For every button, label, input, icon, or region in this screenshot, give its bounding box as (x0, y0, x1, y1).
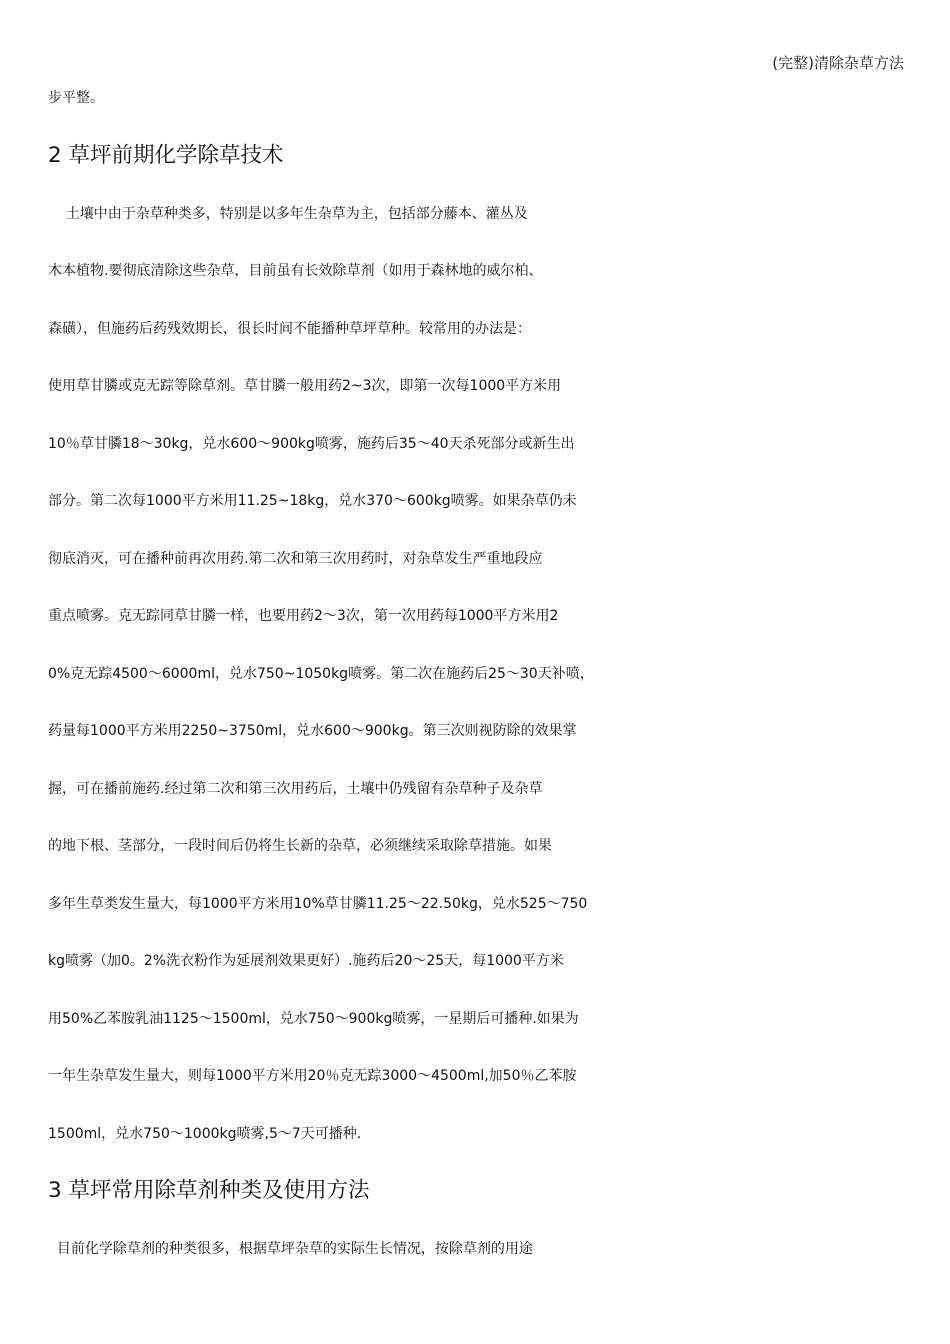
text-line: 握，可在播前施药.经过第二次和第三次用药后，土壤中仍残留有杂草种子及杂草 (48, 781, 543, 797)
text-line: 药量每1000平方米用2250~3750ml，兑水600～900kg。第三次则视防除的效果掌 (48, 723, 577, 739)
text-line: 步平整。 (48, 90, 104, 106)
text-line: 的地下根、茎部分，一段时间后仍将生长新的杂草，必须继续采取除草措施。如果 (48, 838, 552, 854)
text-line: 多年生草类发生量大，每1000平方米用10%草甘膦11.25～22.50kg，兑水525～750 (48, 896, 588, 912)
text-line: kg喷雾（加0。2%洗衣粉作为延展剂效果更好）.施药后20～25天，每1000平方米 (48, 953, 564, 969)
text-line: 部分。第二次每1000平方米用11.25~18kg，兑水370～600kg喷雾。如果杂草仍未 (48, 493, 577, 509)
text-line: 使用草甘膦或克无踪等除草剂。草甘膦一般用药2~3次，即第一次每1000平方米用 (48, 378, 562, 394)
text-line: 用50%乙苯胺乳油1125～1500ml，兑水750～900kg喷雾，一星期后可播种.如果为 (48, 1011, 579, 1027)
text-line: 森磺），但施药后药残效期长，很长时间不能播种草坪草种。较常用的办法是： (48, 321, 531, 337)
text-line: 1500ml，兑水750～1000kg喷雾,5～7天可播种. (48, 1126, 362, 1142)
text-line: 一年生杂草发生量大，则每1000平方米用20％克无踪3000～4500ml,加50％乙苯胺 (48, 1068, 577, 1084)
text-line: 0%克无踪4500～6000ml，兑水750~1050kg喷雾。第二次在施药后25～30天补喷， (48, 666, 594, 682)
text-line: 木本植物.要彻底清除这些杂草，目前虽有长效除草剂（如用于森林地的威尔柏、 (48, 263, 543, 279)
text-line: 10％草甘膦18～30kg，兑水600～900kg喷雾，施药后35～40天杀死部分或新生出 (48, 436, 575, 452)
text-line: 目前化学除草剂的种类很多，根据草坪杂草的实际生长情况，按除草剂的用途 (48, 1241, 533, 1257)
text-line: 土壤中由于杂草种类多，特别是以多年生杂草为主，包括部分藤本、灌丛及 (48, 206, 528, 222)
running-header: (完整)清除杂草方法 (772, 54, 904, 72)
text-line: 重点喷雾。克无踪同草甘膦一样，也要用药2～3次，第一次用药每1000平方米用2 (48, 608, 559, 624)
section-heading-2: 2 草坪前期化学除草技术 (48, 143, 284, 168)
text-line: 彻底消灭，可在播种前再次用药.第二次和第三次用药时，对杂草发生严重地段应 (48, 551, 543, 567)
section-heading-3: 3 草坪常用除草剂种类及使用方法 (48, 1178, 370, 1203)
